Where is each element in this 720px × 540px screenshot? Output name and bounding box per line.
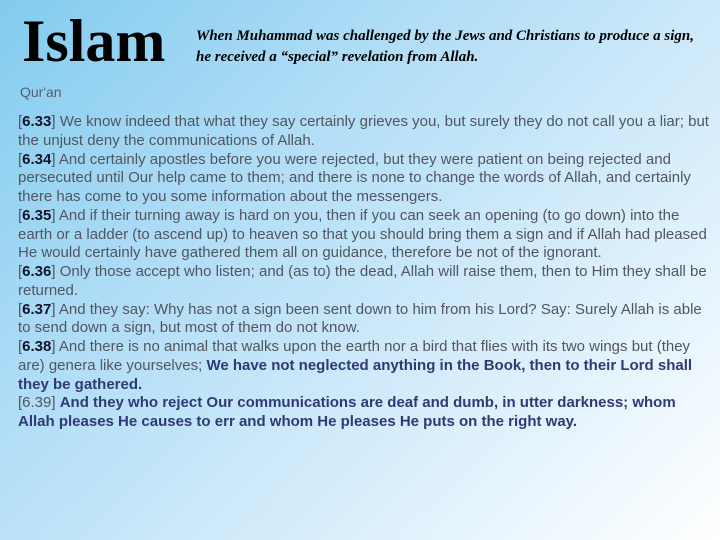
verse-open-bracket: [ [18, 113, 23, 130]
verse-6.33 [18, 113, 710, 151]
verse-6.34 [18, 151, 710, 207]
verse-text: And they say: Why has not a sign been sent down to him from his Lord? Say: Surely Allah is able to send down a sign, but most of them do not know. [18, 300, 702, 337]
verse-open-bracket: [ [18, 300, 23, 318]
verse-close-bracket: ] [51, 394, 56, 412]
verse-text: And certainly apostles before you were rejected, but they were patient on being rejected and persecuted until Our help came to them; and there is none to change the words of Allah, and certainly there has come to you some information about the messengers. [18, 150, 691, 205]
verse-close-bracket: ] [51, 263, 56, 280]
slide-title: Islam [22, 8, 166, 74]
verse-close-bracket: ] [51, 338, 56, 355]
verse-text-emphasis: We have not neglected anything in the Book, then to their Lord shall they be gathered. [18, 356, 693, 393]
verse-6.39 [18, 394, 710, 432]
verse-close-bracket: ] [51, 300, 56, 318]
verse-number: 6.38 [22, 338, 52, 355]
header-note: When Muhammad was challenged by the Jews and Christians to produce a sign, he received a “special” revelation from Allah. [196, 28, 695, 65]
verse-number: 6.39 [22, 394, 52, 412]
verse-text: Only those accept who listen; and (as to) the dead, Allah will raise them, then to Him they shall be returned. [18, 263, 707, 299]
verse-number: 6.33 [22, 113, 52, 130]
verse-number: 6.36 [22, 263, 52, 280]
source-label: Qur'an [20, 84, 62, 100]
verse-6.38 [18, 338, 710, 394]
verse-close-bracket: ] [51, 150, 56, 168]
verse-open-bracket: [ [18, 394, 23, 412]
verse-text-emphasis: And they who reject Our communications are deaf and dumb, in utter darkness; whom Allah pleases He causes to err and whom He pleases He puts on the right way. [18, 394, 676, 430]
verse-text: And if their turning away is hard on you, then if you can seek an opening (to go down) into the earth or a ladder (to ascend up) to heaven so that you should bring them a sign and if Allah had pleased He would certainly have gathered them all on guidance, therefore be not of the ignorant. [18, 206, 707, 262]
verse-close-bracket: ] [51, 113, 56, 130]
verse-open-bracket: [ [18, 263, 23, 280]
verse-open-bracket: [ [18, 338, 23, 355]
verse-number: 6.37 [22, 300, 52, 318]
verse-list [18, 113, 710, 432]
verse-open-bracket: [ [18, 206, 23, 224]
verse-close-bracket: ] [51, 206, 56, 224]
verse-text: And there is no animal that walks upon the earth nor a bird that flies with its two wings but (they are) genera like yourselves; [18, 338, 691, 374]
verse-6.36 [18, 263, 710, 301]
verse-6.37 [18, 301, 710, 339]
verse-open-bracket: [ [18, 150, 23, 168]
verse-number: 6.34 [22, 150, 52, 168]
verse-text: We know indeed that what they say certainly grieves you, but surely they do not call you a liar; but the unjust deny the communications of Allah. [18, 113, 709, 149]
verse-number: 6.35 [22, 206, 52, 224]
verse-6.35 [18, 207, 710, 263]
